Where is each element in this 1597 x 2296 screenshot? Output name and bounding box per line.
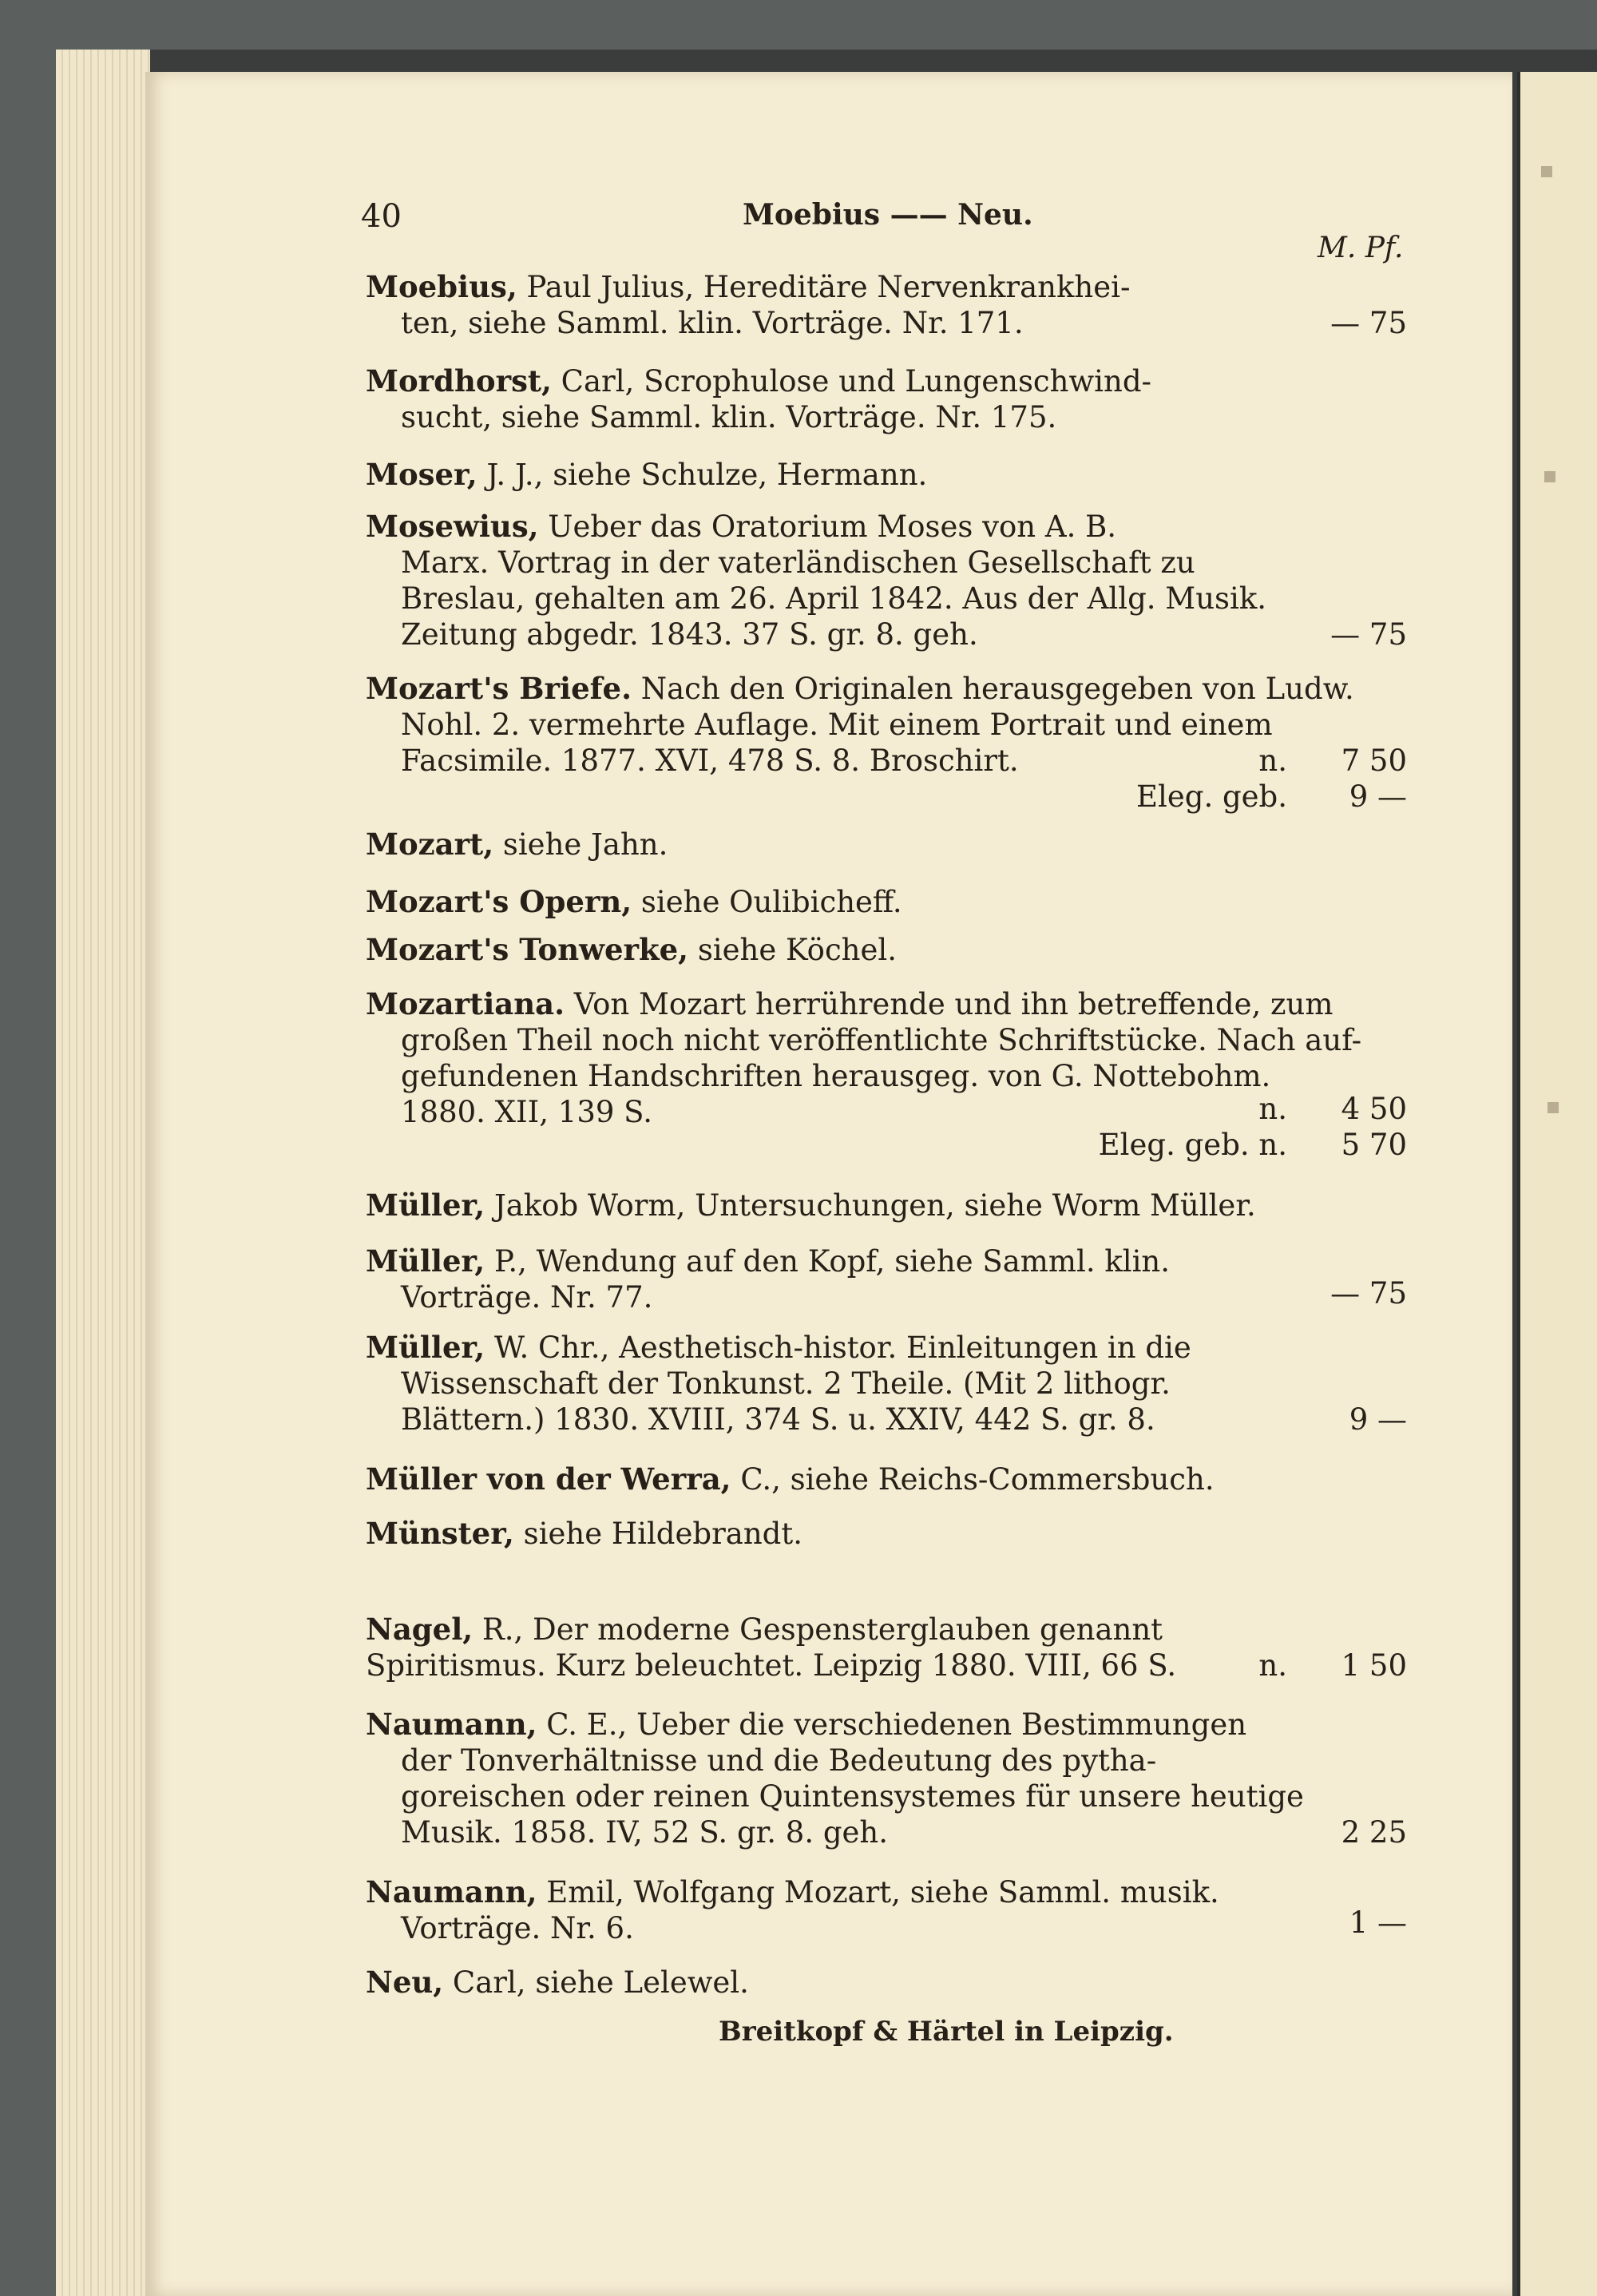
- entry-line: Mozart, siehe Jahn.: [366, 827, 668, 862]
- facing-page-mark: [1544, 471, 1555, 482]
- entry-line: der Tonverhältnisse und die Bedeutung des pytha-: [401, 1743, 1157, 1778]
- currency-column-header: M. Pf.: [1318, 232, 1404, 264]
- price-value: 9 —: [1349, 779, 1407, 814]
- price-value: 1 —: [1349, 1905, 1407, 1940]
- price-value: 9 —: [1349, 1402, 1407, 1437]
- entry-line: Müller, P., Wendung auf den Kopf, siehe Samml. klin.: [366, 1243, 1171, 1279]
- entry-line: Vorträge. Nr. 6.: [401, 1911, 634, 1945]
- price-value: 1 50: [1341, 1648, 1407, 1683]
- entry-line: Marx. Vortrag in der vaterländischen Gesellschaft zu: [401, 545, 1195, 580]
- price-value: 5 70: [1341, 1128, 1407, 1162]
- entry-line: Naumann, Emil, Wolfgang Mozart, siehe Samml. musik.: [366, 1874, 1219, 1909]
- catalog-entry: [366, 1612, 1292, 1683]
- entry-line: Spiritismus. Kurz beleuchtet. Leipzig 1880. VIII, 66 S.: [366, 1648, 1177, 1683]
- catalog-entry: [366, 671, 1354, 779]
- price-prefix: n.: [1258, 744, 1287, 778]
- entry-headword: Naumann,: [366, 1707, 537, 1742]
- entry-headword: Müller,: [366, 1188, 485, 1223]
- entry-headword: Mordhorst,: [366, 363, 552, 399]
- entry-line: ten, siehe Samml. klin. Vorträge. Nr. 171.: [401, 306, 1024, 340]
- entry-line: Mozart's Tonwerke, siehe Köchel.: [366, 932, 897, 967]
- entry-line: Münster, siehe Hildebrandt.: [366, 1516, 802, 1551]
- entry-headword: Moser,: [366, 457, 478, 492]
- entry-line: 1880. XII, 139 S.: [401, 1095, 652, 1129]
- entry-price: [1310, 1814, 1407, 1850]
- catalog-entry: [366, 1707, 1304, 1850]
- page-number: 40: [361, 198, 402, 235]
- catalog-entry: [366, 457, 1292, 493]
- facing-page-mark: [1547, 1102, 1559, 1113]
- entry-line: Musik. 1858. IV, 52 S. gr. 8. geh.: [401, 1815, 889, 1850]
- price-value: — 75: [1330, 1276, 1407, 1311]
- facing-page-edge: [1517, 72, 1597, 2296]
- catalog-entry: [366, 269, 1292, 341]
- price-value: 2 25: [1341, 1815, 1407, 1850]
- catalog-entry: [366, 1461, 1292, 1497]
- catalog-entry: [366, 509, 1292, 652]
- entry-line: Blättern.) 1830. XVIII, 374 S. u. XXIV, 442 S. gr. 8.: [401, 1402, 1155, 1437]
- entry-headword: Mozart's Tonwerke,: [366, 932, 689, 967]
- price-prefix: Eleg. geb. n.: [1098, 1128, 1287, 1162]
- entry-headword: Müller,: [366, 1330, 485, 1365]
- entry-line: gefundenen Handschriften herausgeg. von G. Nottebohm.: [401, 1059, 1271, 1093]
- entry-line: Müller von der Werra, C., siehe Reichs-Commersbuch.: [366, 1461, 1215, 1497]
- entry-line: goreischen oder reinen Quintensystemes für unsere heutige: [401, 1779, 1304, 1814]
- price-value: 7 50: [1341, 744, 1407, 778]
- price-prefix: n.: [1258, 1648, 1287, 1683]
- entry-line: sucht, siehe Samml. klin. Vorträge. Nr. 175.: [401, 400, 1057, 434]
- entry-price: [1310, 305, 1407, 341]
- entry-line: Mosewius, Ueber das Oratorium Moses von A. B.: [366, 509, 1117, 544]
- catalog-entry: [366, 363, 1292, 435]
- catalog-entry: [366, 986, 1362, 1130]
- entry-line: Nagel, R., Der moderne Gespensterglauben genannt: [366, 1612, 1163, 1647]
- price-prefix: Eleg. geb.: [1136, 779, 1287, 814]
- entry-price: [1258, 743, 1407, 779]
- entry-price-extra: [1098, 1127, 1407, 1163]
- catalog-entry: [366, 1330, 1292, 1437]
- catalog-entry: [366, 884, 1292, 920]
- entry-headword: Mozart's Opern,: [366, 884, 632, 919]
- entry-price: [1310, 1275, 1407, 1311]
- entry-line: Vorträge. Nr. 77.: [401, 1280, 653, 1315]
- entry-line: Mozart's Briefe. Nach den Originalen herausgegeben von Ludw.: [366, 671, 1354, 706]
- entry-line: Moser, J. J., siehe Schulze, Hermann.: [366, 457, 928, 492]
- entry-line: Nohl. 2. vermehrte Auflage. Mit einem Portrait und einem: [401, 708, 1273, 742]
- entry-headword: Müller von der Werra,: [366, 1461, 731, 1497]
- running-head: Moebius —— Neu.: [743, 198, 1033, 232]
- catalog-entry: [366, 1188, 1292, 1223]
- entry-line: Zeitung abgedr. 1843. 37 S. gr. 8. geh.: [401, 617, 978, 652]
- catalog-entry: [366, 827, 1292, 862]
- entry-line: Müller, W. Chr., Aesthetisch-histor. Einleitungen in die: [366, 1330, 1191, 1365]
- entry-headword: Münster,: [366, 1516, 514, 1551]
- entry-price: [1310, 1402, 1407, 1437]
- entry-price: [1310, 1905, 1407, 1941]
- entry-headword: Nagel,: [366, 1612, 474, 1647]
- price-value: — 75: [1330, 306, 1407, 340]
- entry-headword: Mosewius,: [366, 509, 539, 544]
- entry-price: [1258, 1091, 1407, 1127]
- entry-headword: Neu,: [366, 1965, 444, 2000]
- entry-line: großen Theil noch nicht veröffentlichte Schriftstücke. Nach auf-: [401, 1023, 1362, 1057]
- entry-line: Wissenschaft der Tonkunst. 2 Theile. (Mit 2 lithogr.: [401, 1366, 1171, 1401]
- entry-line: Facsimile. 1877. XVI, 478 S. 8. Broschirt.: [401, 744, 1019, 778]
- entry-headword: Naumann,: [366, 1874, 537, 1909]
- entry-line: Mozartiana. Von Mozart herrührende und ihn betreffende, zum: [366, 986, 1333, 1021]
- entry-line: Naumann, C. E., Ueber die verschiedenen Bestimmungen: [366, 1707, 1247, 1742]
- catalog-entry: [366, 1243, 1292, 1315]
- entry-headword: Müller,: [366, 1243, 485, 1279]
- entry-line: Mozart's Opern, siehe Oulibicheff.: [366, 884, 902, 919]
- entry-price: [1258, 1648, 1407, 1683]
- entry-price-extra: [1136, 779, 1407, 815]
- entry-line: Breslau, gehalten am 26. April 1842. Aus der Allg. Musik.: [401, 581, 1267, 616]
- price-value: — 75: [1330, 617, 1407, 652]
- entry-line: Moebius, Paul Julius, Hereditäre Nervenkrankhei-: [366, 269, 1131, 304]
- page-stack-edge: [56, 50, 150, 2296]
- price-prefix: n.: [1258, 1092, 1287, 1126]
- entry-line: Müller, Jakob Worm, Untersuchungen, siehe Worm Müller.: [366, 1188, 1256, 1223]
- catalog-entry: [366, 1874, 1292, 1946]
- entry-price: [1310, 617, 1407, 652]
- facing-page-mark: [1541, 166, 1552, 177]
- entry-headword: Moebius,: [366, 269, 517, 304]
- entry-line: Mordhorst, Carl, Scrophulose und Lungenschwind-: [366, 363, 1152, 399]
- price-value: 4 50: [1341, 1092, 1407, 1126]
- entry-headword: Mozart,: [366, 827, 494, 862]
- entry-headword: Mozart's Briefe.: [366, 671, 632, 706]
- catalog-entry: [366, 932, 1292, 968]
- entry-headword: Mozartiana.: [366, 986, 565, 1021]
- catalog-entry: [366, 1516, 1292, 1552]
- catalog-entry: [366, 1965, 1292, 2001]
- entry-line: Neu, Carl, siehe Lelewel.: [366, 1965, 749, 2000]
- publisher-imprint: Breitkopf & Härtel in Leipzig.: [719, 2016, 1174, 2048]
